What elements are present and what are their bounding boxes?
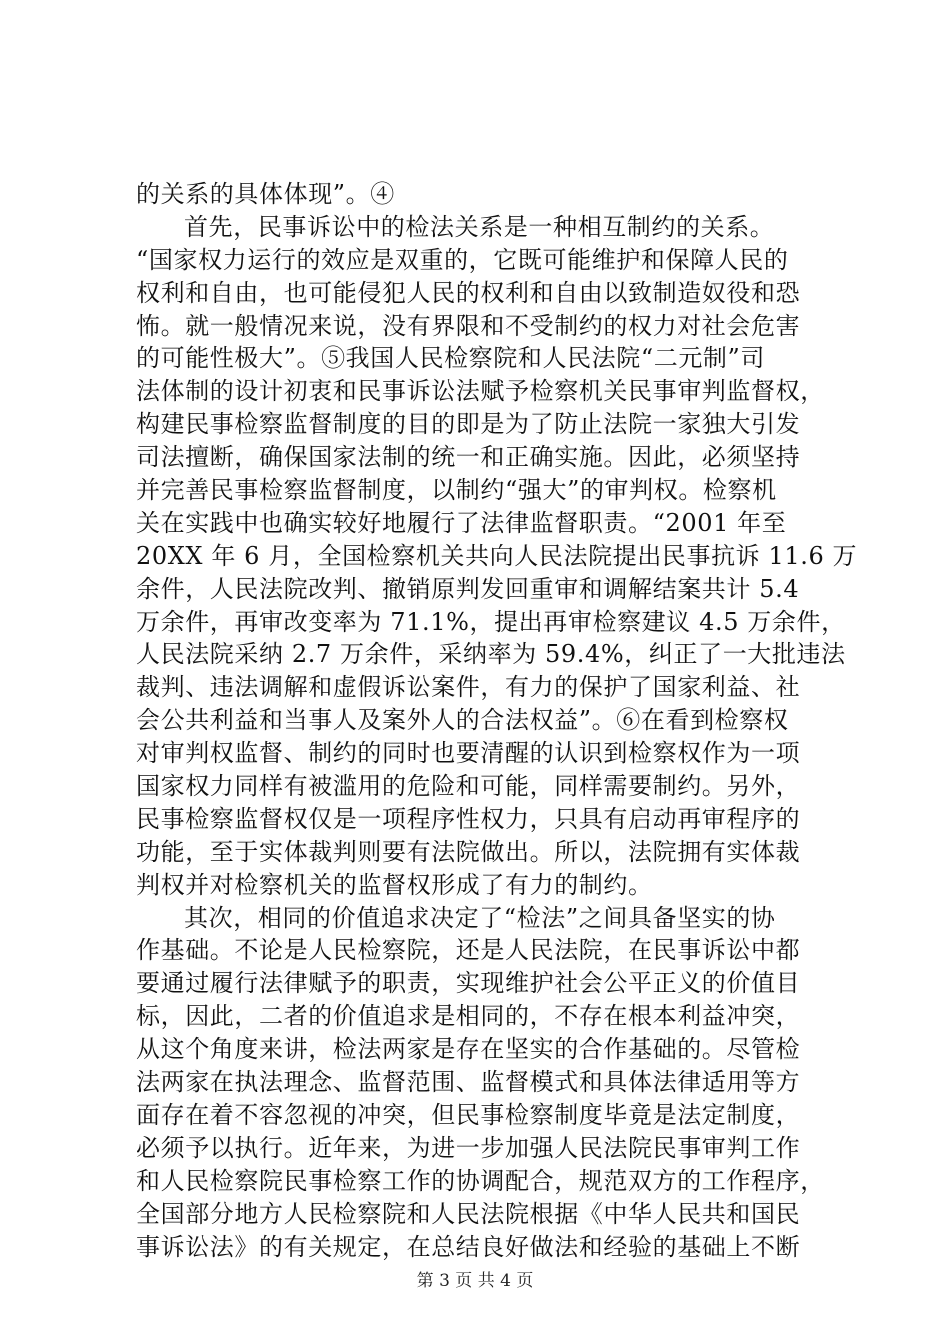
text-line: 法体制的设计初衷和民事诉讼法赋予检察机关民事审判监督权， xyxy=(136,377,825,406)
text-line: 标，因此，二者的价值追求是相同的，不存在根本利益冲突， xyxy=(136,1002,801,1031)
text-line: 裁判、违法调解和虚假诉讼案件，有力的保护了国家利益、社 xyxy=(136,673,801,702)
text-line: 首先，民事诉讼中的检法关系是一种相互制约的关系。 xyxy=(184,212,775,241)
text-line: 民事检察监督权仅是一项程序性权力，只具有启动再审程序的 xyxy=(136,804,801,833)
text-line: 作基础。不论是人民检察院，还是人民法院，在民事诉讼中都 xyxy=(136,936,801,965)
text-line: 从这个角度来讲，检法两家是存在坚实的合作基础的。尽管检 xyxy=(136,1035,801,1064)
text-line: 会公共利益和当事人及案外人的合法权益”。⑥在看到检察权 xyxy=(136,706,789,735)
text-line: 功能，至于实体裁判则要有法院做出。所以，法院拥有实体裁 xyxy=(136,837,801,866)
text-line: 判权并对检察机关的监督权形成了有力的制约。 xyxy=(136,870,653,899)
text-line: 对审判权监督、制约的同时也要清醒的认识到检察权作为一项 xyxy=(136,739,801,768)
page-footer: 第 3 页 共 4 页 xyxy=(416,1271,534,1291)
text-line: 和人民检察院民事检察工作的协调配合，规范双方的工作程序， xyxy=(136,1166,825,1195)
text-line: 20XX 年 6 月，全国检察机关共向人民法院提出民事抗诉 11.6 万 xyxy=(136,541,858,570)
text-line: 全国部分地方人民检察院和人民法院根据《中华人民共和国民 xyxy=(136,1199,801,1228)
text-line: 人民法院采纳 2.7 万余件，采纳率为 59.4%，纠正了一大批违法 xyxy=(136,640,846,669)
text-line: 的可能性极大”。⑤我国人民检察院和人民法院“二元制”司 xyxy=(136,344,766,373)
text-line: 面存在着不容忽视的冲突，但民事检察制度毕竟是法定制度， xyxy=(136,1100,801,1129)
text-line: 事诉讼法》的有关规定，在总结良好做法和经验的基础上不断 xyxy=(136,1232,801,1261)
text-line: 构建民事检察监督制度的目的即是为了防止法院一家独大引发 xyxy=(136,410,801,439)
text-line: 其次，相同的价值追求决定了“检法”之间具备坚实的协 xyxy=(184,903,776,932)
text-line: 的关系的具体体现”。④ xyxy=(136,180,395,208)
text-line: “国家权力运行的效应是双重的，它既可能维护和保障人民的 xyxy=(136,245,789,274)
text-line: 并完善民事检察监督制度，以制约“强大”的审判权。检察机 xyxy=(136,476,777,505)
text-line: 要通过履行法律赋予的职责，实现维护社会公平正义的价值目 xyxy=(136,969,801,998)
text-line: 法两家在执法理念、监督范围、监督模式和具体法律适用等方 xyxy=(136,1068,801,1097)
text-line: 国家权力同样有被滥用的危险和可能，同样需要制约。另外， xyxy=(136,772,801,801)
text-line: 关在实践中也确实较好地履行了法律监督职责。“2001 年至 xyxy=(136,508,787,537)
text-line: 权利和自由，也可能侵犯人民的权利和自由以致制造奴役和恐 xyxy=(136,278,801,307)
body-text xyxy=(136,178,858,1263)
text-line: 怖。就一般情况来说，没有界限和不受制约的权力对社会危害 xyxy=(136,311,801,340)
text-line: 余件，人民法院改判、撤销原判发回重审和调解结案共计 5.4 xyxy=(136,574,800,603)
text-line: 万余件，再审改变率为 71.1%，提出再审检察建议 4.5 万余件， xyxy=(136,607,846,636)
text-line: 司法擅断，确保国家法制的统一和正确实施。因此，必须坚持 xyxy=(136,443,801,472)
text-line: 必须予以执行。近年来，为进一步加强人民法院民事审判工作 xyxy=(136,1133,801,1162)
